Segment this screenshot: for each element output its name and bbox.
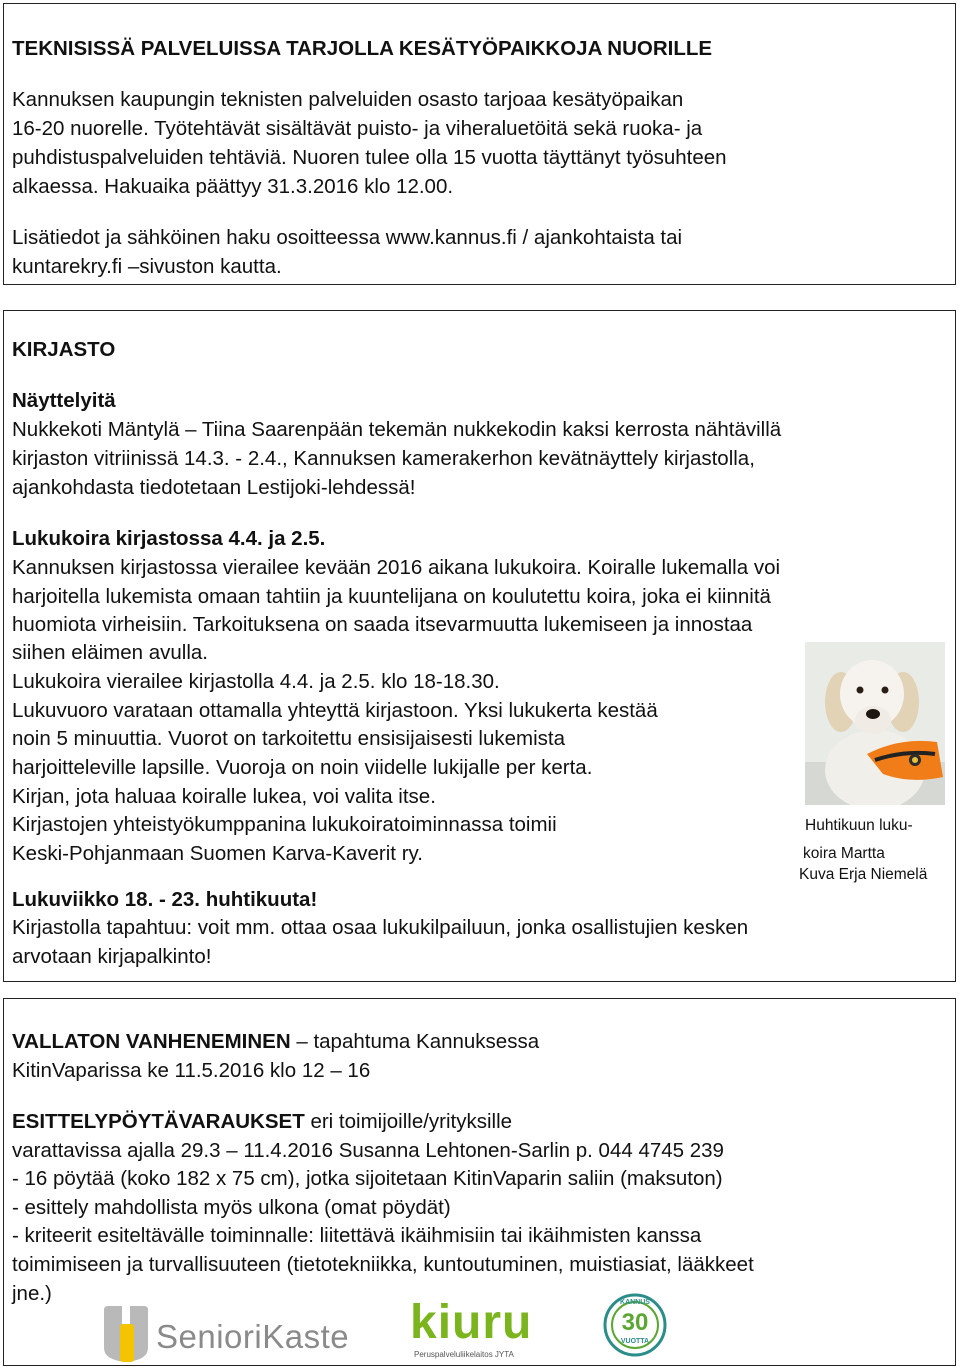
booking-line: toimimiseen ja turvallisuuteen (tietotekniikka, kuntoutuminen, muistiasiat, lääkkeet — [12, 1253, 754, 1276]
exhibitions-heading: Näyttelyitä — [12, 389, 116, 412]
reading-dog-line: harjoitteleville lapsille. Vuoroja on noin viidelle lukijalle per kerta. — [12, 756, 593, 779]
summer-jobs-line: 16-20 nuorelle. Työtehtävät sisältävät puisto- ja viheraluetöitä sekä ruoka- ja — [12, 117, 703, 140]
reading-dog-heading: Lukukoira kirjastossa 4.4. ja 2.5. — [12, 527, 326, 550]
reading-week-heading: Lukuviikko 18. - 23. huhtikuuta! — [12, 888, 318, 911]
booking-line: jne.) — [12, 1282, 52, 1305]
kiuru-subtitle: Peruspalveluliikelaitos JYTA — [414, 1350, 514, 1359]
aging-event-title-bold: VALLATON VANHENEMINEN — [12, 1030, 291, 1053]
reading-dog-line: Kirjastojen yhteistyökumppanina lukukoiratoiminnassa toimii — [12, 813, 557, 836]
kannus-top-label: KANNUS — [620, 1299, 650, 1306]
summer-jobs-line: Kannuksen kaupungin teknisten palveluiden osasto tarjoaa kesätyöpaikan — [12, 88, 684, 111]
photo-credit: Kuva Erja Niemelä — [799, 866, 928, 883]
aging-event-title-rest: – tapahtuma Kannuksessa — [290, 1030, 540, 1053]
booking-line: - 16 pöytää (koko 182 x 75 cm), jotka sijoitetaan KitinVaparin saliin (maksuton) — [12, 1167, 723, 1190]
aging-event-title — [12, 1027, 539, 1056]
reading-dog-line: harjoitella lukemista omaan tahtiin ja kuuntelijana on koulutettu koira, joka ei kiinnitä — [12, 585, 771, 608]
kannus-bottom-label: VUOTTA — [620, 1338, 650, 1345]
exhibitions-line: ajankohdasta tiedotetaan Lestijoki-lehdessä! — [12, 476, 416, 499]
photo-caption: koira Martta — [803, 845, 885, 862]
reading-dog-line: Lukukoira vierailee kirjastolla 4.4. ja 2.5. klo 18-18.30. — [12, 670, 500, 693]
reading-dog-line: huomiota virheisiin. Tarkoituksena on saada itsevarmuutta lukemiseen ja innostaa — [12, 613, 753, 636]
photo-caption: Huhtikuun luku- — [805, 817, 913, 834]
reading-dog-line: Kirjan, jota haluaa koiralle lukea, voi valita itse. — [12, 785, 436, 808]
summer-jobs-line: kuntarekry.fi –sivuston kautta. — [12, 255, 282, 278]
reading-week-line: arvotaan kirjapalkinto! — [12, 945, 212, 968]
summer-jobs-line: puhdistuspalveluiden tehtäviä. Nuoren tulee olla 15 vuotta täyttänyt työsuhteen — [12, 146, 727, 169]
reading-week-line: Kirjastolla tapahtuu: voit mm. ottaa osaa lukukilpailuun, jonka osallistujien kesken — [12, 916, 749, 939]
seniorikaste-logo — [100, 1304, 375, 1364]
library-title: KIRJASTO — [12, 338, 116, 361]
summer-jobs-line: Lisätiedot ja sähköinen haku osoitteessa www.kannus.fi / ajankohtaista tai — [12, 226, 683, 249]
exhibitions-line: kirjaston vitriinissä 14.3. - 2.4., Kannuksen kamerakerhon kevätnäyttely kirjastolla, — [12, 447, 755, 470]
booking-line: varattavissa ajalla 29.3 – 11.4.2016 Susanna Lehtonen-Sarlin p. 044 4745 239 — [12, 1139, 724, 1162]
kannus-30-years-logo — [603, 1293, 667, 1357]
reading-dog-line: Keski-Pohjanmaan Suomen Karva-Kaverit ry. — [12, 842, 423, 865]
reading-dog-line: noin 5 minuuttia. Vuorot on tarkoitettu ensisijaisesti lukemista — [12, 727, 566, 750]
reading-dog-line: Lukuvuoro varataan ottamalla yhteyttä kirjastoon. Yksi lukukerta kestää — [12, 699, 658, 722]
reading-dog-line: Kannuksen kirjastossa vierailee kevään 2016 aikana lukukoira. Koiralle lukemalla voi — [12, 556, 781, 579]
kiuru-logo — [410, 1296, 533, 1366]
summer-jobs-title: TEKNISISSÄ PALVELUISSA TARJOLLA KESÄTYÖPAIKKOJA NUORILLE — [12, 37, 713, 60]
booking-heading — [12, 1107, 512, 1136]
booking-line: - esittely mahdollista myös ulkona (omat pöydät) — [12, 1196, 451, 1219]
kannus-number: 30 — [621, 1309, 649, 1336]
booking-heading-rest: eri toimijoille/yrityksille — [304, 1110, 513, 1133]
dog-picture — [805, 642, 945, 805]
reading-dog-line: siihen eläimen avulla. — [12, 641, 209, 664]
summer-jobs-line: alkaessa. Hakuaika päättyy 31.3.2016 klo 12.00. — [12, 175, 454, 198]
kiuru-wordmark: kiuru — [410, 1296, 533, 1349]
seniorikaste-wordmark: SenioriKaste — [156, 1318, 350, 1355]
exhibitions-line: Nukkekoti Mäntylä – Tiina Saarenpään tekemän nukkekodin kaksi kerrosta nähtävillä — [12, 418, 782, 441]
aging-event-subtitle: KitinVaparissa ke 11.5.2016 klo 12 – 16 — [12, 1059, 371, 1082]
booking-heading-bold: ESITTELYPÖYTÄVARAUKSET — [12, 1110, 305, 1133]
booking-line: - kriteerit esiteltävälle toiminnalle: liitettävä ikäihmisiin tai ikäihmisten kanssa — [12, 1224, 702, 1247]
reading-dog-photo — [805, 642, 945, 805]
